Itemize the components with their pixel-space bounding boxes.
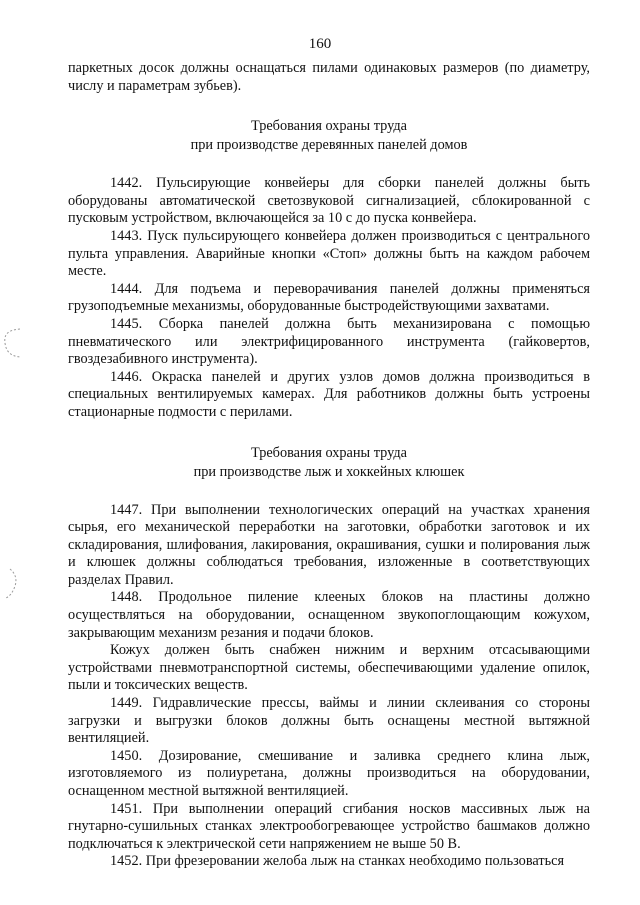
section-heading-line2: при производстве лыж и хоккейных клюшек (193, 463, 465, 480)
paragraph-1449: 1449. Гидравлические прессы, ваймы и линии склеивания со стороны загрузки и выгрузки блоков должны быть оснащены местной вытяжной вентиляцией. (68, 695, 590, 747)
paragraph-1444: 1444. Для подъема и переворачивания панелей должны применяться грузоподъемные механизмы, оборудованные быстродействующими захватами. (68, 280, 590, 315)
paragraph-1448-casing: Кожух должен быть снабжен нижним и верхним отсасывающими устройствами пневмотранспортной системы, обеспечивающими удаление опилок, пыли и токсических веществ. (68, 642, 590, 694)
section-heading-line2: при производстве деревянных панелей домов (190, 137, 468, 154)
paragraph-1442: 1442. Пульсирующие конвейеры для сборки панелей должны быть оборудованы автоматической светозвуковой сигнализацией, сблокированной с пусковым устройством, включающейся за 10 с до пуска конвейера. (68, 175, 590, 227)
paragraph-1443: 1443. Пуск пульсирующего конвейера должен производиться с центрального пульта управления. Аварийные кнопки «Стоп» должны быть на каждом рабочем месте. (68, 227, 590, 280)
section-heading-line1: Требования охраны труда (251, 118, 407, 135)
paragraph-1450: 1450. Дозирование, смешивание и заливка среднего клина лыж, изготовляемого из полиуретана, должны производиться на оборудовании, оснащенном местной вытяжной вентиляцией. (68, 747, 590, 799)
paragraph-1452: 1452. При фрезеровании желоба лыж на станках необходимо пользоваться (110, 853, 565, 870)
binder-hole-mark-top (0, 326, 24, 360)
paragraph-1447: 1447. При выполнении технологических операций на участках хранения сырья, его механической переработки на заготовки, обработки заготовок и их складирования, шлифования, лакирования, окрашивания, сушки и полирования лыж и клюшек должны соблюдаться требования, изложенные в соответствующих разделах Правил. (68, 501, 590, 588)
paragraph-1445: 1445. Сборка панелей должна быть механизирована с помощью пневматического или электрифицированного инструмента (гайковертов, гвоздезабивного инструмента). (68, 315, 590, 368)
paragraph-1448: 1448. Продольное пиление клееных блоков на пластины должно осуществляться на оборудовании, оснащенном звукопоглощающим кожухом, закрывающим механизм резания и подачи блоков. (68, 589, 590, 641)
document-body (68, 60, 590, 871)
binder-hole-mark-bottom (0, 566, 24, 600)
section-heading-panels (68, 117, 590, 155)
paragraph-1446: 1446. Окраска панелей и других узлов домов должна производиться в специальных вентилируемых камерах. Для работников должны быть устроены стационарные подмости с перилами. (68, 368, 590, 420)
paragraph-1451: 1451. При выполнении операций сгибания носков массивных лыж на гнутарно-сушильных станках электрообогревающее устройство башмаков должно подключаться к электрической сети напряжением не выше 50 В. (68, 800, 590, 852)
intro-paragraph: паркетных досок должны оснащаться пилами одинаковых размеров (по диаметру, числу и параметрам зубьев). (68, 60, 590, 94)
page-number: 160 (308, 36, 332, 52)
section-heading-skis (68, 444, 590, 482)
section-heading-line1: Требования охраны труда (251, 444, 407, 461)
